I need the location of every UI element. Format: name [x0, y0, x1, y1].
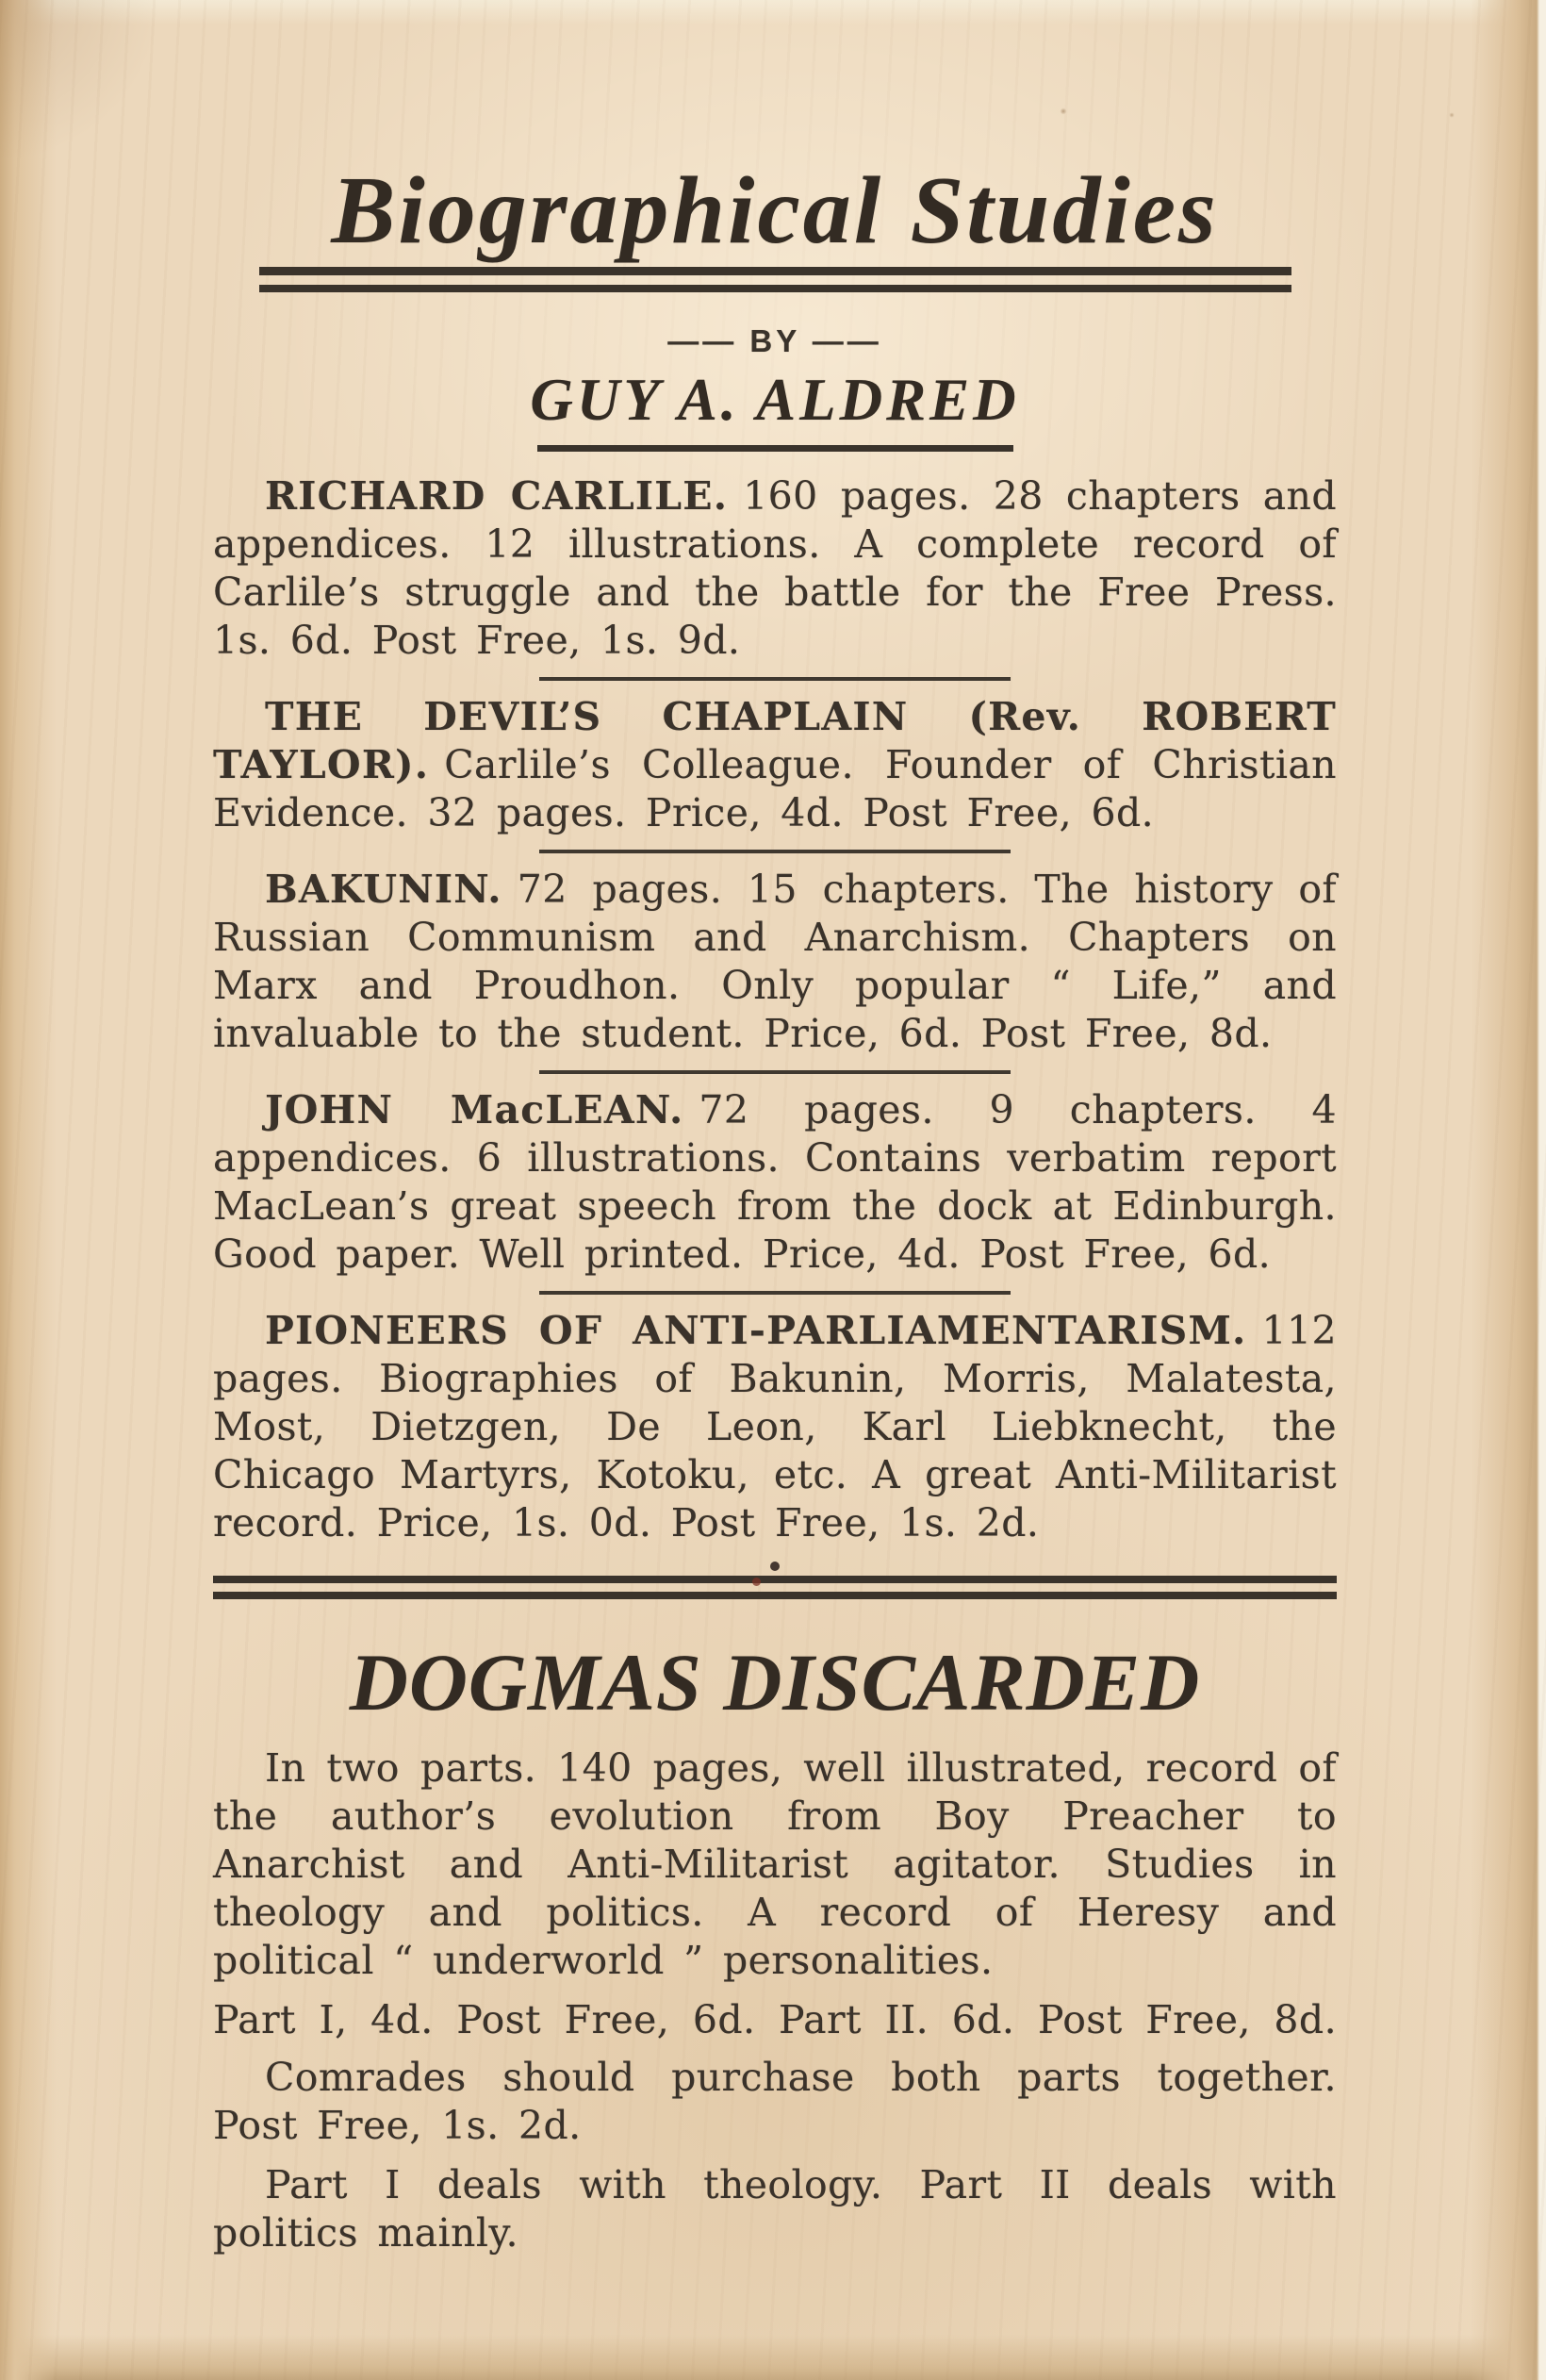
book-entry-description: Carlile’s Colleague. Founder of Christian Evidence. 32 pages. Price, 4d. Post Free, 6d. [213, 742, 1337, 835]
page-header [213, 157, 1337, 452]
book-entry-title: BAKUNIN. [265, 867, 502, 912]
book-entry [213, 1307, 1337, 1547]
byline: —— BY —— [667, 323, 882, 358]
page-title: Biographical Studies [331, 157, 1219, 264]
title-double-rule [259, 267, 1291, 292]
book-entry [213, 866, 1337, 1058]
book-entry-description: 160 pages. 28 chapters and appendices. 12 illustrations. A complete record of Carlile’s struggle and the battle for the Free Press. 1s. 6d. Post Free, 1s. 9d. [213, 473, 1337, 663]
dogmas-prices-line: Part I, 4d. Post Free, 6d. Part II. 6d. Post Free, 8d. [213, 1997, 1337, 2042]
book-entry-description: 112 pages. Biographies of Bakunin, Morris, Malatesta, Most, Dietzgen, De Leon, Karl Liebknecht, the Chicago Martyrs, Kotoku, etc. A great Anti-Militarist record. Price, 1s. 0d. Post Free, 1s. 2d. [213, 1308, 1337, 1545]
book-entry [213, 472, 1337, 665]
dogmas-intro-paragraph: In two parts. 140 pages, well illustrated, record of the author’s evolution from Boy Preacher to Anarchist and Anti-Militarist agitator. Studies in theology and politics. A record of Heresy and political “ underworld ” personalities. [213, 1745, 1337, 1983]
author-underline-rule [537, 445, 1013, 452]
book-catalog [213, 472, 1337, 1547]
book-entry [213, 693, 1337, 837]
author-name: GUY A. ALDRED [530, 367, 1020, 433]
entry-divider-rule [539, 677, 1011, 681]
dogmas-note-contents: Part I deals with theology. Part II deals with politics mainly. [213, 2162, 1337, 2256]
entry-divider-rule [539, 1070, 1011, 1074]
dogmas-title: DOGMAS DISCARDED [349, 1637, 1201, 1727]
book-entry-title: PIONEERS OF ANTI-PARLIAMENTARISM. [265, 1308, 1247, 1353]
book-entry-title: THE DEVIL’S CHAPLAIN (Rev. ROBERT TAYLOR). [213, 694, 1337, 787]
book-entry-title: JOHN MacLEAN. [265, 1087, 684, 1132]
book-entry [213, 1086, 1337, 1279]
dogmas-note-together: Comrades should purchase both parts together. Post Free, 1s. 2d. [213, 2055, 1337, 2148]
book-entry-description: 72 pages. 15 chapters. The history of Russian Communism and Anarchism. Chapters on Marx and Proudhon. Only popular “ Life,” and invaluable to the student. Price, 6d. Post Free, 8d. [213, 867, 1337, 1056]
book-entry-description: 72 pages. 9 chapters. 4 appendices. 6 illustrations. Contains verbatim report MacLean’s great speech from the dock at Edinburgh. Good paper. Well printed. Price, 4d. Post Free, 6d. [213, 1087, 1337, 1277]
section-divider [213, 1576, 1337, 1599]
ornament-dot [770, 1562, 780, 1571]
entry-divider-rule [539, 1291, 1011, 1295]
book-entry-title: RICHARD CARLILE. [265, 473, 729, 519]
dogmas-section [213, 1639, 1337, 2257]
section-double-rule [213, 1576, 1337, 1599]
entry-divider-rule [539, 850, 1011, 853]
